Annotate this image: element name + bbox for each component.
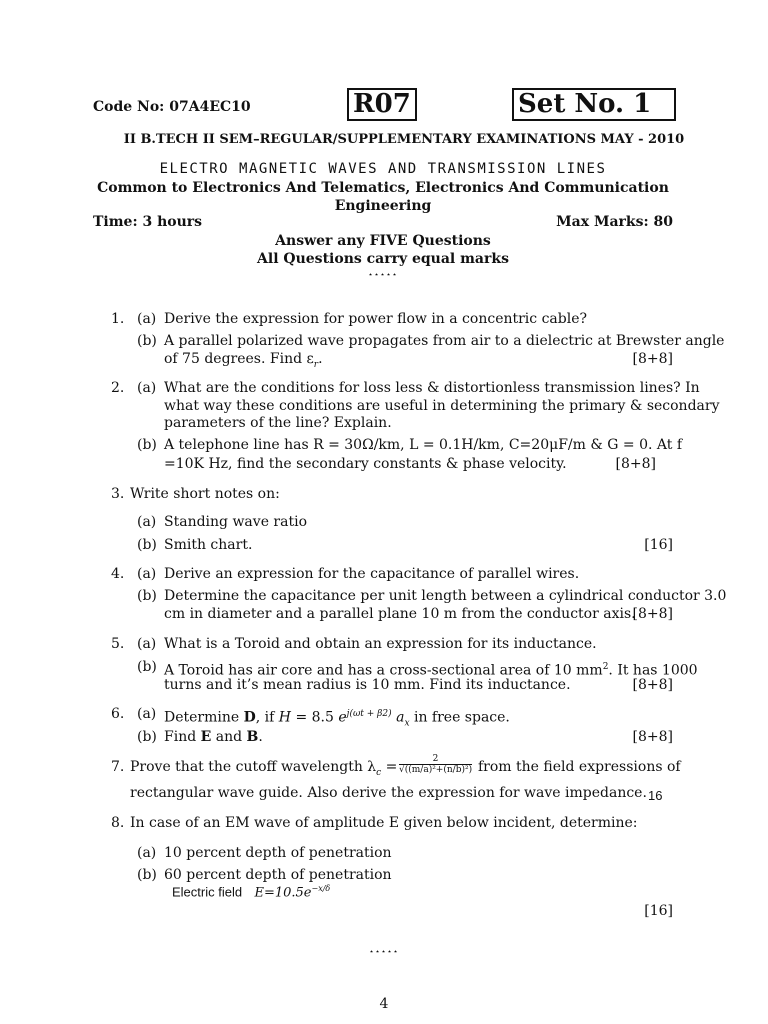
- q5-b-label: (b): [137, 659, 157, 675]
- q2-a-line3: parameters of the line? Explain.: [164, 415, 392, 431]
- q5-b-line1-end: . It has 1000: [608, 662, 698, 679]
- q6-a-e: e: [338, 709, 347, 726]
- q1-a-text: Derive the expression for power flow in a concentric cable?: [164, 311, 587, 327]
- q6-a-exp: j(ωt + β2): [346, 709, 392, 719]
- q1-b-label: (b): [137, 333, 157, 349]
- q8-marks: [16]: [644, 903, 673, 919]
- q2-number: 2.: [111, 380, 125, 396]
- common-line-2: Engineering: [334, 198, 432, 214]
- page-number: 4: [379, 996, 389, 1012]
- max-marks: Max Marks: 80: [556, 214, 673, 230]
- q2-b-label: (b): [137, 437, 157, 453]
- q1-marks: [8+8]: [632, 351, 673, 367]
- q4-b-line1: Determine the capacitance per unit length between a cylindrical conductor 3.0: [164, 588, 727, 604]
- q6-b-pre: Find: [164, 729, 201, 745]
- q4-a-text: Derive an expression for the capacitance of parallel wires.: [164, 566, 580, 582]
- q3-a-label: (a): [137, 514, 157, 530]
- q6-b-B: B: [246, 729, 259, 745]
- q3-number: 3.: [111, 486, 125, 502]
- q7-line1-right: from the field expressions of: [478, 759, 681, 775]
- q4-a-label: (a): [137, 566, 157, 582]
- q6-a-ax: a: [396, 709, 405, 726]
- q3-b-text: Smith chart.: [164, 537, 253, 553]
- q5-a-label: (a): [137, 636, 157, 652]
- q4-marks: [8+8]: [632, 606, 673, 622]
- q3-text: Write short notes on:: [130, 486, 280, 502]
- q8-field-label: Electric field: [172, 884, 243, 900]
- q7-eq: =: [381, 759, 398, 775]
- q6-a-end: in free space.: [409, 709, 510, 726]
- q6-a-eq: = 8.5: [291, 709, 339, 726]
- q3-marks: [16]: [644, 537, 673, 553]
- instruction-2: All Questions carry equal marks: [257, 251, 509, 267]
- q6-a-H: H: [278, 709, 291, 726]
- q2-a-line1: What are the conditions for loss less & distortionless transmission lines? In: [164, 380, 700, 396]
- q8-b-label: (b): [137, 867, 157, 883]
- q6-a-D: D: [243, 709, 256, 726]
- q5-b-line1-text: A Toroid has air core and has a cross-sectional area of 10 mm: [164, 662, 603, 679]
- subject-title: ELECTRO MAGNETIC WAVES AND TRANSMISSION LINES: [159, 161, 607, 177]
- q6-b-text: [164, 729, 263, 746]
- q1-b-end: .: [318, 351, 323, 367]
- q7-number: 7.: [111, 759, 125, 775]
- common-line-1: Common to Electronics And Telematics, Electronics And Communication: [97, 180, 669, 196]
- q6-a-ax-sub: x: [404, 718, 410, 729]
- q4-b-line2: cm in diameter and a parallel plane 10 m from the conductor axis.: [164, 606, 636, 622]
- q1-b-sub: r: [313, 359, 319, 370]
- q1-b-line2-text: of 75 degrees. Find ε: [164, 351, 314, 367]
- q7-marks: 16: [648, 788, 663, 803]
- q6-marks: [8+8]: [632, 729, 673, 745]
- q8-a-text: 10 percent depth of penetration: [164, 845, 392, 861]
- q7-line1-left: [130, 759, 397, 782]
- code-number: Code No: 07A4EC10: [93, 99, 251, 115]
- q2-b-line1: A telephone line has R = 30Ω/km, L = 0.1H/km, C=20μF/m & G = 0. At f: [164, 437, 683, 453]
- q7-line1-text: Prove that the cutoff wavelength λ: [130, 759, 377, 775]
- q2-a-label: (a): [137, 380, 157, 396]
- q3-b-label: (b): [137, 537, 157, 553]
- q7-line2: rectangular wave guide. Also derive the expression for wave impedance.: [130, 785, 647, 801]
- q7-fraction: [399, 754, 472, 775]
- q6-a-label: (a): [137, 706, 157, 722]
- q8-field-exp: −x/δ: [311, 884, 331, 893]
- q2-marks: [8+8]: [615, 456, 656, 472]
- q4-number: 4.: [111, 566, 125, 582]
- q6-a-mid: , if: [255, 709, 279, 726]
- common-to: [93, 179, 673, 215]
- q6-b-end: .: [258, 729, 263, 745]
- q5-number: 5.: [111, 636, 125, 652]
- q2-a-line2: what way these conditions are useful in determining the primary & secondary: [164, 398, 720, 414]
- footer-stars: ⋆⋆⋆⋆⋆: [368, 947, 400, 956]
- q8-number: 8.: [111, 815, 125, 831]
- time-duration: Time: 3 hours: [93, 214, 203, 230]
- q2-b-line2: =10K Hz, find the secondary constants & phase velocity.: [164, 456, 567, 472]
- q6-b-label: (b): [137, 729, 157, 745]
- q6-a-pre: Determine: [164, 709, 244, 726]
- q6-number: 6.: [111, 706, 125, 722]
- q6-b-and: and: [211, 729, 247, 745]
- exam-title: II B.TECH II SEM–REGULAR/SUPPLEMENTARY EXAMINATIONS MAY - 2010: [123, 132, 685, 147]
- q6-b-E: E: [200, 729, 212, 745]
- q8-text: In case of an EM wave of amplitude E given below incident, determine:: [130, 815, 638, 831]
- q7-frac-numerator: 2: [399, 754, 472, 765]
- q8-a-label: (a): [137, 845, 157, 861]
- q7-frac-denominator: √((m/a)²+(n/b)²): [399, 765, 473, 775]
- q8-b-text: 60 percent depth of penetration: [164, 867, 392, 883]
- q5-marks: [8+8]: [632, 677, 673, 693]
- q1-number: 1.: [111, 311, 125, 327]
- q8-field-eq: E=10.5e: [254, 885, 312, 901]
- q8-field: [172, 884, 330, 900]
- q5-a-text: What is a Toroid and obtain an expression for its inductance.: [164, 636, 597, 652]
- q1-a-label: (a): [137, 311, 157, 327]
- regulation-box: R07: [347, 88, 417, 121]
- q5-b-sup: 2: [602, 662, 609, 672]
- q7-lambda-sub: c: [376, 767, 382, 778]
- header-stars: ⋆⋆⋆⋆⋆: [367, 270, 399, 279]
- instruction-1: Answer any FIVE Questions: [275, 233, 491, 249]
- q1-b-line2: [164, 351, 323, 374]
- q4-b-label: (b): [137, 588, 157, 604]
- q1-b-line1: A parallel polarized wave propagates from air to a dielectric at Brewster angle: [164, 333, 725, 349]
- q5-b-line2: turns and it’s mean radius is 10 mm. Find its inductance.: [164, 677, 571, 693]
- set-number-box: Set No. 1: [512, 88, 676, 121]
- instructions: [93, 232, 673, 268]
- q3-a-text: Standing wave ratio: [164, 514, 307, 530]
